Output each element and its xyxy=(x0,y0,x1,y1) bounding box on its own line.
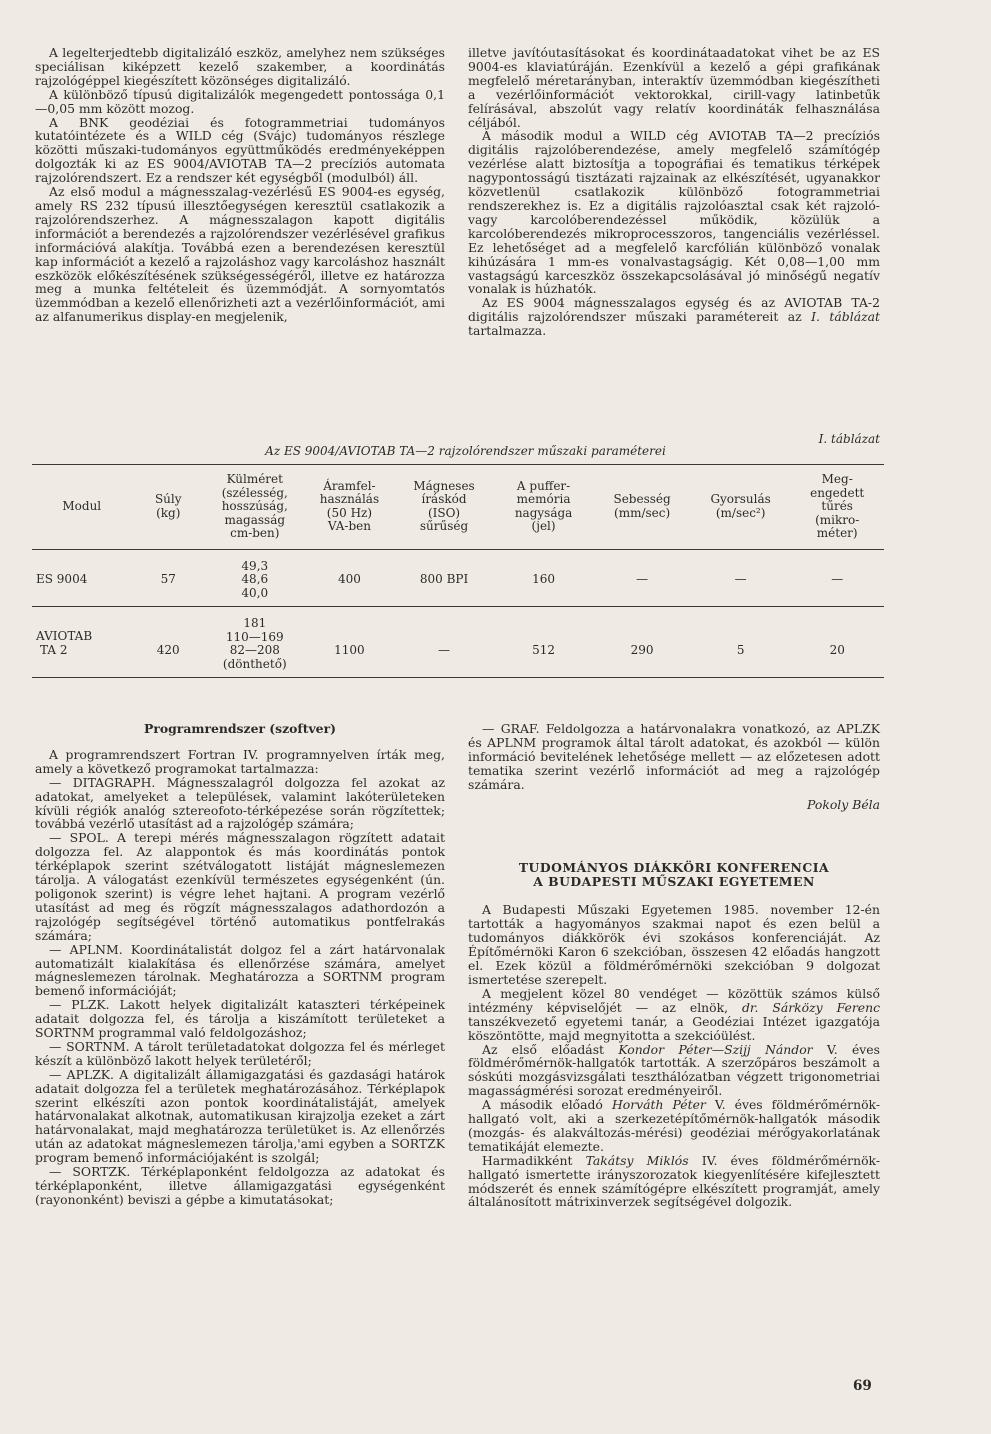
table-label: I. táblázat xyxy=(818,432,880,446)
paragraph: — DITAGRAPH. Mágnesszalagról dolgozza fel azokat az adatokat, amelyeket a települések, valamint lakóterületeken kívüli régiók analóg sztereofoto-térképezése során rögzítettek; továbbá vezérlő utasítást ad a rajzológép számára; xyxy=(35,774,445,832)
paragraph xyxy=(468,296,880,338)
paragraph: Az első előadást Kondor Péter—Szijj Nándor V. éves földmérőmérnök-hallgatók tartották. A szerzőpáros beszámolt a sóskúti mozgásvizsgálati teszthálózatban végzett trigonometriai magasságmérési sorozat eredményeiről. xyxy=(468,1041,880,1099)
table-cell: 20 xyxy=(790,607,884,678)
header-cell: Külméret (szélesség, hosszúság, magasság cm-ben) xyxy=(205,465,305,550)
text-run: Az ES 9004 mágnesszalagos egység és az AVIOTAB TA-2 digitális rajzolórendszer műszaki paramétereit az xyxy=(468,295,880,325)
person-name: dr. Sárközy Ferenc xyxy=(742,999,881,1015)
section-heading: Programrendszer (szoftver) xyxy=(144,721,336,736)
table-header-row xyxy=(32,465,884,550)
article-title-line: A BUDAPESTI MŰSZAKI EGYETEMEN xyxy=(533,874,815,890)
paragraph: A második modul a WILD cég AVIOTAB TA—2 precíziós digitális rajzolóberendezése, amely megfelelő számítógép vezérlése alatt biztosítja a topográfiai és tematikus térképek nagypontosságú tisztázati rajzainak az elkészítését, ugyanakkor közvetlenül csatlakozik különböző fotogrammetriai rendszerekhez is. Ez a digitális rajzolóasztal csak két rajzoló- vagy karcolóberendezéssel működik, közülük a karcolóberendezés mikroprocesszoros, tangenciális vezérléssel. Ez lehetőséget ad a megfelelő karcfólián különböző vonalak kihúzására 1 mm-es vonalvastagságig. Két 0,08—1,00 mm vastagságú karceszköz összekapcsolásával jó minőségű negatív vonalak is húzhatók. xyxy=(468,128,880,297)
top-left-column xyxy=(35,46,445,324)
table-cell: AVIOTAB TA 2 xyxy=(32,607,132,678)
table-cell: 420 xyxy=(132,607,205,678)
table-cell: 181 110—169 82—208 (dönthető) xyxy=(205,607,305,678)
parameters-table xyxy=(32,464,884,678)
header-cell: Modul xyxy=(32,465,132,550)
paragraph: — PLZK. Lakott helyek digitalizált kataszteri térképeinek adatait dolgozza fel, és tárolja a kiszámított területeket a SORTNM programmal való feldolgozáshoz; xyxy=(35,997,445,1041)
person-name: Kondor Péter—Szijj Nándor xyxy=(618,1041,813,1057)
paragraph: A második előadó Horváth Péter V. éves földmérőmérnök-hallgató volt, aki a szerkezetépítőmérnök-hallgatók második (mozgás- és alakváltozás-mérési) geodéziai mérőgyakorlatának tematikáját elemezte. xyxy=(468,1097,881,1154)
header-cell: Sebesség (mm/sec) xyxy=(593,465,691,550)
table-cell: 800 BPI xyxy=(394,549,494,607)
table-cell: ES 9004 xyxy=(32,549,132,607)
header-cell: A puffer- memória nagysága (jel) xyxy=(494,465,594,550)
paragraph: — SORTZK. Térképlaponként feldolgozza az adatokat és térképlaponként, illetve államigazgatási egységenként (rayononként) beviszi a gépbe a kimutatásokat; xyxy=(35,1164,445,1207)
table-cell: 5 xyxy=(691,607,791,678)
table-cell: — xyxy=(394,607,494,678)
table-cell: — xyxy=(790,549,884,607)
table-cell: 57 xyxy=(132,549,205,607)
table-cell: 160 xyxy=(494,549,594,607)
person-name: Horváth Péter xyxy=(611,1097,706,1113)
top-right-column xyxy=(468,46,880,338)
table-caption xyxy=(0,444,991,458)
paragraph: — GRAF. Feldolgozza a határvonalakra vonatkozó, az APLZK és APLNM programok által tárolt adatokat, és azokból — külön információ bevitelének lehetősége mellett — az előzetesen adott tematika szerint vezérlő információt ad meg a rajzológép számára. xyxy=(468,721,880,792)
table-caption-text: Az ES 9004/AVIOTAB TA—2 rajzolórendszer műszaki paraméterei xyxy=(265,444,666,458)
paragraph: — APLZK. A digitalizált államigazgatási és gazdasági határok adatait dolgozza fel a területek meghatározásához. Térképlapok szerint elkészíti azon pontok koordinátalistáját, amelyek határvonalakat alkotnak, automatikusan kirajzolja ezeket a zárt határvonalakat, majd meghatározza területüket is. Az ellenőrzés után az adatokat mágneslemezen tárolja,'ami egyben a SORTZK program bemenő információjaként is szolgál; xyxy=(35,1066,445,1166)
header-cell: Mágneses íráskód (ISO) sűrűség xyxy=(394,465,494,550)
table-row xyxy=(32,549,884,607)
paragraph: A legelterjedtebb digitalizáló eszköz, amelyhez nem szükséges speciálisan kiképzett kezelő szakember, a koordinátás rajzológéppel kiegészített közönséges digitalizáló. xyxy=(35,45,445,88)
table-cell: — xyxy=(593,549,691,607)
paragraph: A Budapesti Műszaki Egyetemen 1985. november 12-én tartották a hagyományos szakmai napot és ezen belül a tudományos diákkörök évi szokásos konferenciáját. Az Építőmérnöki Karon 6 szekcióban, összesen 42 előadás hangzott el. Ezek közül a földmérőmérnöki szekcióban 9 dolgozat ismertetése szerepelt. xyxy=(468,902,880,987)
paragraph: illetve javítóutasításokat és koordinátaadatokat vihet be az ES 9004-es klaviatúráján. Ezenkívül a kezelő a gépi grafikának megfelelő méretarányban, interaktív üzemmódban kiegészítheti a vezérlőinformációt vektorokkal, cirill-vagy latinbetűk felírásával, abszolút vagy relatív koordináták felhasználása céljából. xyxy=(468,45,880,130)
header-cell: Meg- engedett tűrés (mikro- méter) xyxy=(790,465,884,550)
table-row xyxy=(32,607,884,678)
paragraph: A különböző típusú digitalizálók megengedett pontossága 0,1—0,05 mm között mozog. xyxy=(35,86,445,116)
table-cell: 1100 xyxy=(305,607,395,678)
page-number: 69 xyxy=(853,1378,872,1394)
table-cell: — xyxy=(691,549,791,607)
paragraph: A BNK geodéziai és fotogrammetriai tudományos kutatóintézete és a WILD cég (Svájc) tudományos részlege közötti műszaki-tudományos együttműködés eredményeképpen dolgozták ki az ES 9004/AVIOTAB TA—2 precíziós automata rajzolórendszert. Ez a rendszer két egységből (modulból) áll. xyxy=(35,114,445,186)
paragraph: — SPOL. A terepi mérés mágnesszalagon rögzített adatait dolgozza fel. Az alappontok és más koordinátás pontok térképlapok szerint szétválogatott listáját mágneslemezen tárolja. A válogatást ezenkívül természetes egységenként (ún. poligonok szerint) is végre lehet hajtani. A program vezérlő utasítást ad meg és rögzít mágnesszalagos adathordozón a rajzológép segítségével történő automatikus pontfelrakás számára; xyxy=(35,830,445,943)
table-cell: 49,3 48,6 40,0 xyxy=(205,549,305,607)
person-name: Takátsy Miklós xyxy=(585,1152,689,1168)
header-cell: Súly (kg) xyxy=(132,465,205,550)
header-cell: Áramfel- használás (50 Hz) VA-ben xyxy=(305,465,395,550)
table-cell: 512 xyxy=(494,607,594,678)
paragraph: Az első modul a mágnesszalag-vezérlésű ES 9004-es egység, amely RS 232 típusú illesztőegységen keresztül csatlakozik a rajzolórendszerhez. A mágnesszalagon kapott digitális információt a berendezés a rajzolórendszer vezérlésével grafikus információvá alakítja. Továbbá ezen a berendezésen keresztül kap információt a kezelő a rajzoláshoz vagy karcoláshoz használt eszközök előkészítésének szükségességéről, illetve ez határozza meg a munka feltételeit és üzemmódját. A sornyomtatós üzemmódban a kezelő ellenőrizheti azt a vezérlőinformációt, ami az alfanumerikus display-en megjelenik, xyxy=(35,184,445,325)
paragraph: Harmadikként Takátsy Miklós IV. éves földmérőmérnök-hallgató ismertette irányszorozatok kiegyenlítésére kifejlesztett módszerét és ennek számítógépre elkészített programját, amely általánosított mátrixinverzek segítségével dolgozik. xyxy=(468,1152,881,1210)
author-signature: Pokoly Béla xyxy=(807,796,880,812)
paragraph: — APLNM. Koordinátalistát dolgoz fel a zárt határvonalak automatizált kialakítása és ellenőrzése számára, amelyet mágneslemezen tárolnak. Meghatározza a SORTNM program bemenő információját; xyxy=(35,941,445,999)
table-cell: 400 xyxy=(305,549,395,607)
article-title-line: TUDOMÁNYOS DIÁKKÖRI KONFERENCIA xyxy=(518,860,830,876)
bottom-right-column xyxy=(468,722,880,1209)
paragraph: — SORTNM. A tárolt területadatokat dolgozza fel és mérleget készít a különböző lakott helyek területéről; xyxy=(35,1038,445,1068)
table-cell: 290 xyxy=(593,607,691,678)
bottom-left-column xyxy=(35,722,445,1207)
paragraph: A megjelent közel 80 vendéget — közöttük számos külső intézmény képviselőjét — az elnök, dr. Sárközy Ferenc tanszékvezető egyetemi tanár, a Geodéziai Intézet igazgatója köszöntötte, majd megnyitotta a szekcióülést. xyxy=(468,985,881,1043)
paragraph: A programrendszert Fortran IV. programnyelven írták meg, amely a következő programokat tartalmazza: xyxy=(35,746,445,776)
text-run: tartalmazza. xyxy=(468,323,547,339)
table-reference: I. táblázat xyxy=(811,309,880,325)
article-title xyxy=(468,861,880,889)
header-cell: Gyorsulás (m/sec²) xyxy=(691,465,791,550)
